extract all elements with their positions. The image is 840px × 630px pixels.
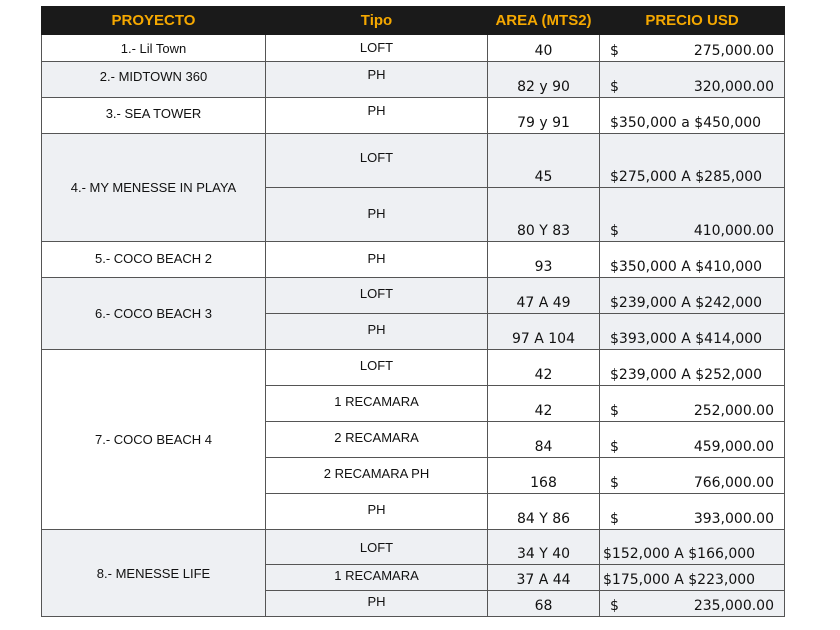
tipo-cell: PH <box>266 591 488 617</box>
precio-currency: $ <box>610 223 619 239</box>
precio-cell <box>600 188 785 242</box>
tipo-cell: PH <box>266 494 488 530</box>
tipo-cell: LOFT <box>266 35 488 62</box>
tipo-cell: 1 RECAMARA <box>266 565 488 591</box>
area-cell: 84 <box>488 422 600 458</box>
precio-cell: $239,000 A $242,000 <box>600 278 785 314</box>
precio-amount: 459,000.00 <box>693 439 774 455</box>
precio-currency: $ <box>610 439 619 455</box>
header-area: AREA (MTS2) <box>488 7 600 35</box>
tipo-cell: PH <box>266 62 488 98</box>
precio-cell: $175,000 A $223,000 <box>600 565 785 591</box>
precio-amount: 235,000.00 <box>693 598 774 614</box>
precio-amount: 275,000.00 <box>693 43 774 59</box>
proyecto-cell: 3.- SEA TOWER <box>42 98 266 134</box>
table-row <box>42 242 785 278</box>
area-cell: 82 y 90 <box>488 62 600 98</box>
area-cell: 47 A 49 <box>488 278 600 314</box>
proyecto-cell: 8.- MENESSE LIFE <box>42 530 266 617</box>
area-cell: 68 <box>488 591 600 617</box>
precio-cell <box>600 35 785 62</box>
area-cell: 97 A 104 <box>488 314 600 350</box>
area-cell: 45 <box>488 134 600 188</box>
tipo-cell: PH <box>266 98 488 134</box>
proyecto-cell: 5.- COCO BEACH 2 <box>42 242 266 278</box>
table-row <box>42 350 785 386</box>
tipo-cell: PH <box>266 242 488 278</box>
price-table <box>41 6 785 617</box>
precio-amount: 766,000.00 <box>693 475 774 491</box>
proyecto-cell: 1.- Lil Town <box>42 35 266 62</box>
table-row <box>42 98 785 134</box>
area-cell: 40 <box>488 35 600 62</box>
area-cell: 93 <box>488 242 600 278</box>
table-header-row <box>42 7 785 35</box>
precio-cell <box>600 591 785 617</box>
precio-amount: 320,000.00 <box>693 79 774 95</box>
table-row <box>42 530 785 565</box>
tipo-cell: 1 RECAMARA <box>266 386 488 422</box>
precio-cell <box>600 494 785 530</box>
header-proyecto: PROYECTO <box>42 7 266 35</box>
tipo-cell: LOFT <box>266 530 488 565</box>
table-row <box>42 35 785 62</box>
precio-cell: $275,000 A $285,000 <box>600 134 785 188</box>
table-row <box>42 278 785 314</box>
proyecto-cell: 6.- COCO BEACH 3 <box>42 278 266 350</box>
area-cell: 84 Y 86 <box>488 494 600 530</box>
tipo-cell: LOFT <box>266 278 488 314</box>
precio-cell: $239,000 A $252,000 <box>600 350 785 386</box>
header-precio: PRECIO USD <box>600 7 785 35</box>
area-cell: 168 <box>488 458 600 494</box>
precio-currency: $ <box>610 475 619 491</box>
area-cell: 80 Y 83 <box>488 188 600 242</box>
precio-cell: $350,000 A $410,000 <box>600 242 785 278</box>
precio-currency: $ <box>610 43 619 59</box>
tipo-cell: PH <box>266 188 488 242</box>
precio-cell <box>600 458 785 494</box>
price-table-container <box>41 6 784 617</box>
area-cell: 42 <box>488 386 600 422</box>
proyecto-cell: 4.- MY MENESSE IN PLAYA <box>42 134 266 242</box>
proyecto-cell: 2.- MIDTOWN 360 <box>42 62 266 98</box>
tipo-cell: LOFT <box>266 350 488 386</box>
tipo-cell: PH <box>266 314 488 350</box>
precio-amount: 410,000.00 <box>693 223 774 239</box>
area-cell: 42 <box>488 350 600 386</box>
precio-cell <box>600 422 785 458</box>
precio-cell <box>600 62 785 98</box>
header-tipo: Tipo <box>266 7 488 35</box>
proyecto-cell: 7.- COCO BEACH 4 <box>42 350 266 530</box>
table-row <box>42 62 785 98</box>
precio-currency: $ <box>610 403 619 419</box>
table-row <box>42 134 785 188</box>
precio-amount: 393,000.00 <box>693 511 774 527</box>
precio-amount: 252,000.00 <box>693 403 774 419</box>
area-cell: 34 Y 40 <box>488 530 600 565</box>
precio-cell: $152,000 A $166,000 <box>600 530 785 565</box>
tipo-cell: 2 RECAMARA PH <box>266 458 488 494</box>
area-cell: 37 A 44 <box>488 565 600 591</box>
precio-cell <box>600 386 785 422</box>
precio-currency: $ <box>610 598 619 614</box>
area-cell: 79 y 91 <box>488 98 600 134</box>
precio-currency: $ <box>610 79 619 95</box>
precio-cell: $393,000 A $414,000 <box>600 314 785 350</box>
tipo-cell: LOFT <box>266 134 488 188</box>
tipo-cell: 2 RECAMARA <box>266 422 488 458</box>
precio-cell: $350,000 a $450,000 <box>600 98 785 134</box>
precio-currency: $ <box>610 511 619 527</box>
